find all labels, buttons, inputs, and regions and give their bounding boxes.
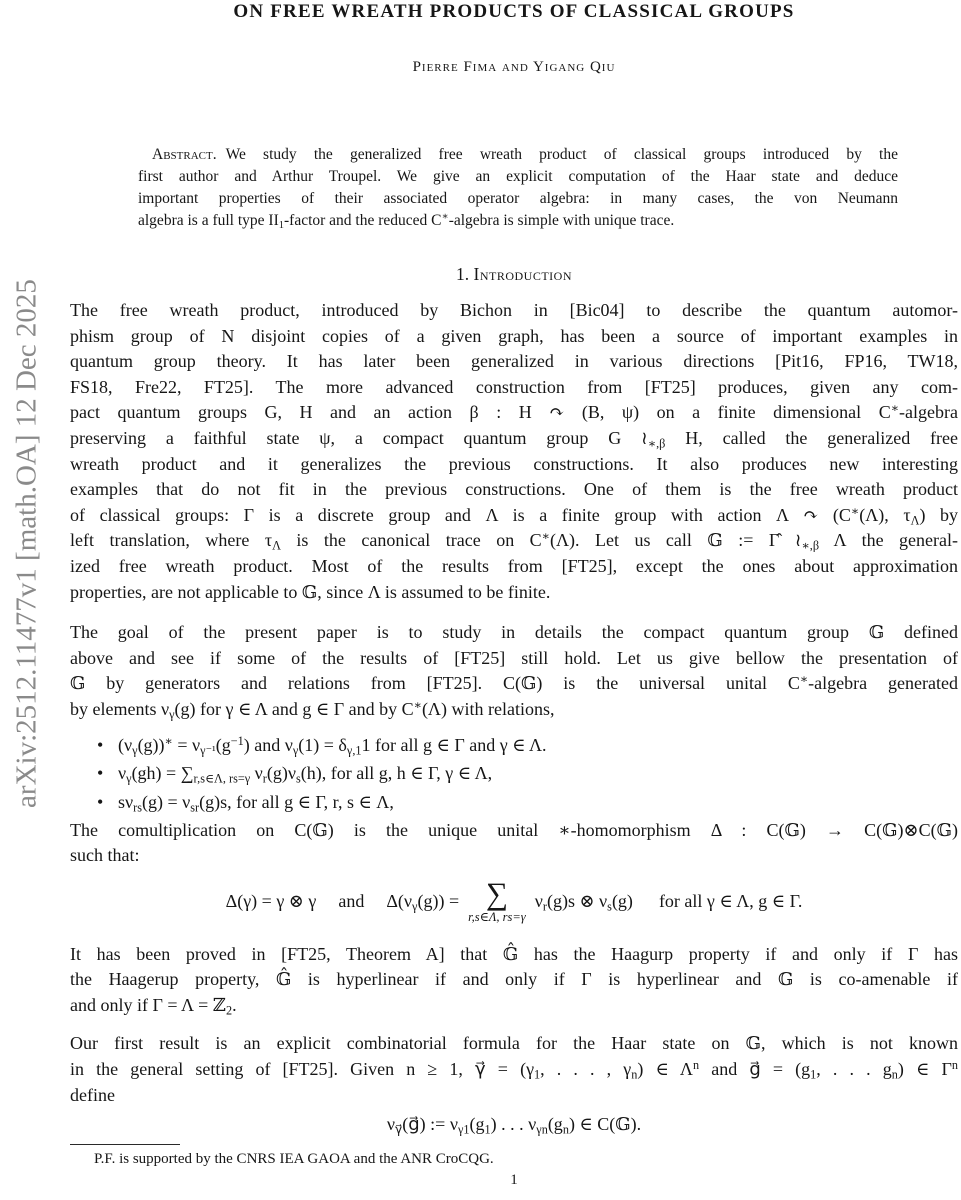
- text-line: wreath product and it generalizes the previous constructions. It also produces new interesting: [70, 453, 958, 474]
- text-line: preserving a faithful state ψ, a compact quantum group G $≀_{∗,\beta}$ H, called the generalized free: [70, 427, 958, 451]
- paragraph-4: [70, 942, 958, 1019]
- text-line: in the general setting of [FT25]. Given n ≥ 1, γ⃗ = ($\gamma_1$, . . . , $\gamma_n$) ∈ $\Lambda^n$ and g⃗ = ($g_1$, . . . $g_n$) ∈ $\Gamma^n$: [70, 1057, 959, 1082]
- sum-symbol: ∑: [485, 875, 508, 911]
- text-line: left translation, where $\tau_\Lambda$ is the canonical trace on C∗(Λ). Let us call 𝔾 := Γ̂ $≀_{∗,\beta}$ Λ the general-: [70, 529, 958, 553]
- relations-list: [70, 732, 958, 815]
- section-number: 1.: [456, 264, 470, 284]
- text-line: properties, are not applicable to 𝔾, since Λ is assumed to be finite.: [70, 581, 551, 602]
- paragraph-3: [70, 818, 958, 869]
- equation-connector: and: [338, 890, 365, 911]
- paragraph-5: [70, 1031, 958, 1108]
- abstract-text: We study the generalized free wreath product of classical groups introduced by the: [225, 146, 898, 163]
- footnote-rule: [70, 1144, 180, 1145]
- text-line: phism group of N disjoint copies of a given graph, has been a source of important examples in: [70, 325, 958, 346]
- text-line: The comultiplication on C(𝔾) is the unique unital ∗-homomorphism Δ : C(𝔾) → C(𝔾)⊗C(𝔾): [70, 819, 958, 840]
- paper-content: [70, 0, 958, 1189]
- text-line: pact quantum groups G, H and an action β : H ↷ (B, ψ) on a finite dimensional C∗-algebra: [70, 401, 958, 423]
- text-line: the Haagerup property, 𝔾̂ is hyperlinear if and only if Γ is hyperlinear and 𝔾 is co-amenable if: [70, 969, 958, 990]
- abstract-line: important properties of their associated operator algebra: in many cases, the von Neumann: [138, 190, 898, 207]
- text-line: ized free wreath product. Most of the results from [FT25], except the ones about approximation: [70, 555, 958, 576]
- text-line: examples that do not fit in the previous constructions. One of them is the free wreath product: [70, 479, 958, 500]
- abstract: [138, 144, 898, 232]
- arxiv-watermark: arXiv:2512.11477v1 [math.OA] 12 Dec 2025: [10, 279, 43, 808]
- text-line: by elements $\nu_\gamma(g)$ for γ ∈ Λ and g ∈ Γ and by C∗(Λ) with relations,: [70, 697, 555, 722]
- display-equation-nu-definition: $\nu_{\gamma⃗}(g⃗)$ := $\nu_{\gamma 1}(g_1)$ . . . $\nu_{\gamma n}(g_n)$ ∈ C(𝔾).: [386, 1114, 642, 1137]
- text-line: 𝔾 by generators and relations from [FT25]. C(𝔾) is the universal unital C∗-algebra generated: [70, 672, 958, 694]
- text-line: The free wreath product, introduced by Bichon in [Bic04] to describe the quantum automor-: [70, 300, 958, 320]
- sum-operator: [468, 875, 526, 924]
- abstract-line: first author and Arthur Troupel. We give an explicit computation of the Haar state and deduce: [138, 168, 898, 185]
- display-equation-comultiplication: [70, 875, 958, 924]
- paper-title: ON FREE WREATH PRODUCTS OF CLASSICAL GROUPS: [233, 1, 795, 22]
- text-line: quantum group theory. It has later been generalized in various directions [Pit16, FP16, TW18,: [70, 351, 958, 372]
- equation-condition: for all γ ∈ Λ, g ∈ Γ.: [658, 890, 803, 911]
- page-number: 1: [510, 1172, 518, 1189]
- paragraph-1: [70, 298, 958, 605]
- equation-rhs: $\nu_r(g)s$ ⊗ $\nu_s(g)$: [534, 890, 633, 914]
- text-line: of classical groups: Γ is a discrete group and Λ is a finite group with action Λ ↷ (C∗(Λ), $\tau_\Lambda$) by: [70, 503, 959, 528]
- paper-authors: Pierre Fima and Yigang Qiu: [412, 59, 616, 75]
- footnote-text: P.F. is supported by the CNRS IEA GAOA and the ANR CroCQG.: [94, 1151, 494, 1168]
- abstract-line: [138, 144, 898, 166]
- text-line: and only if Γ = Λ = ℤ$_2$.: [70, 994, 237, 1018]
- list-item: • $s\nu_{rs}(g) = \nu_{sr}(g)s$, for all g ∈ Γ, r, s ∈ Λ,: [70, 789, 958, 815]
- paragraph-2: [70, 620, 958, 722]
- list-item: • $\nu_\gamma(gh) = \sum_{r,s\in\Lambda, rs=\gamma}$ $\nu_r(g)\nu_s(h)$, for all g, h ∈ Γ, γ ∈ Λ,: [70, 758, 958, 789]
- text-line: define: [70, 1084, 115, 1105]
- abstract-label: Abstract.: [152, 146, 217, 163]
- abstract-line: algebra is a full type $II_1$-factor and the reduced C∗-algebra is simple with unique trace.: [138, 211, 675, 231]
- text-line: above and see if some of the results of [FT25] still hold. Let us give bellow the presentation of: [70, 647, 958, 668]
- text-line: It has been proved in [FT25, Theorem A] that 𝔾̂ has the Haagurp property if and only if Γ has: [70, 943, 958, 964]
- list-item: • $(\nu_\gamma(g))^∗ = \nu_{\gamma^{-1}}(g^{-1})$ and $\nu_\gamma(1) = \delta_{\gamma,1}1$ for all g ∈ Γ and γ ∈ Λ.: [70, 732, 958, 758]
- equation-lhs2: $\Delta(\nu_\gamma(g))$ =: [386, 890, 460, 914]
- text-line: such that:: [70, 845, 140, 866]
- sum-limits: r,s∈Λ, rs=γ: [468, 909, 526, 924]
- text-line: Our first result is an explicit combinatorial formula for the Haar state on 𝔾, which is not known: [70, 1033, 958, 1054]
- text-line: FS18, Fre22, FT25]. The more advanced construction from [FT25] produces, given any com-: [70, 376, 958, 397]
- section-heading: [70, 264, 958, 285]
- equation-lhs: Δ(γ) = γ ⊗ γ: [225, 890, 317, 911]
- text-line: The goal of the present paper is to study in details the compact quantum group 𝔾 defined: [70, 622, 958, 643]
- section-title: Introduction: [473, 264, 572, 284]
